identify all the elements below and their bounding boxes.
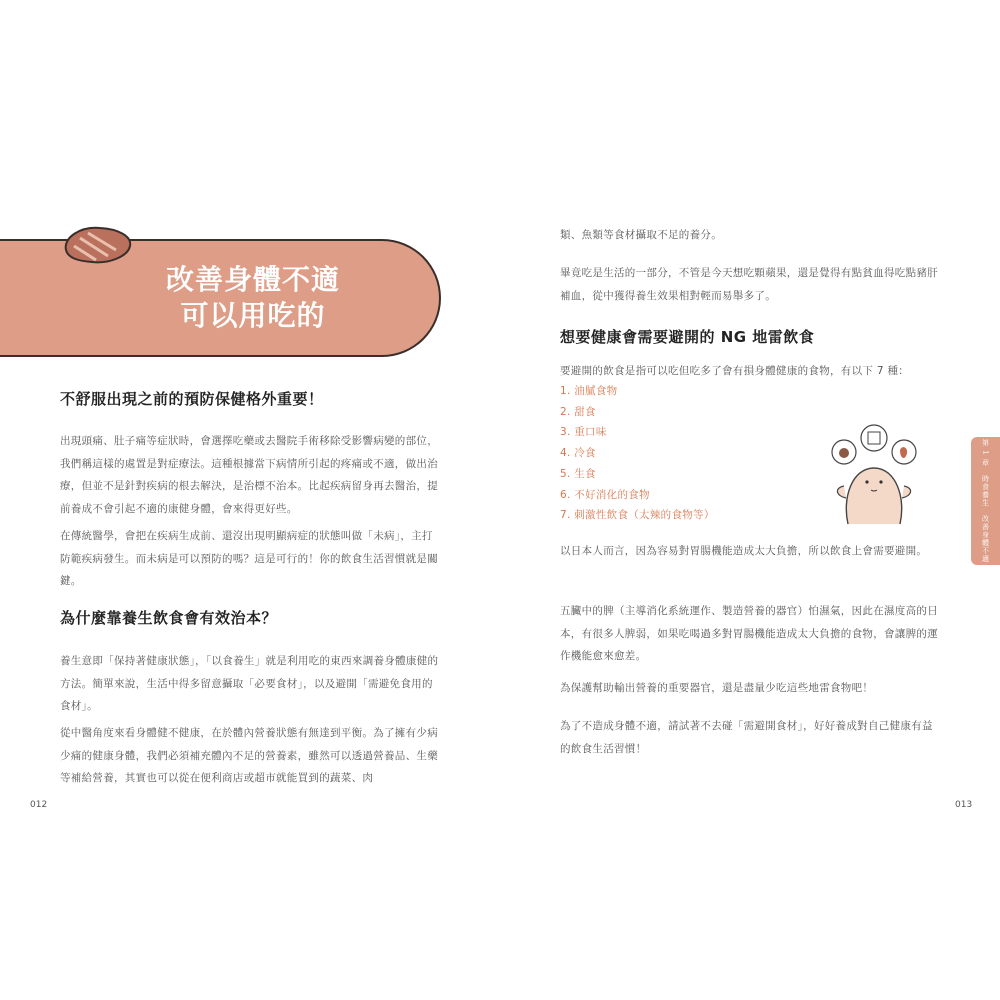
list-item: 2. 甜食 xyxy=(560,405,596,418)
section-heading-why: 為什麼靠養生飲食會有效治本？ xyxy=(60,609,278,627)
banner-title-line2: 可以用吃的 xyxy=(180,299,326,332)
paragraph-protect: 為保護幫助輸出營養的重要器官，還是盡量少吃這些地雷食物吧！ xyxy=(560,682,874,694)
paragraph-tcm: 從中醫角度來看身體健不健康，在於體內營養狀態有無達到平衡。為了擁有少病少痛的健康身體，我們必須補充體內不足的營養素，雖然可以透過營養品、生藥等補給營養，其實也可以從在便利商店或超市就能買到的蔬菜、肉 xyxy=(60,727,438,784)
list-item: 3. 重口味 xyxy=(560,426,607,439)
ng-food-list xyxy=(560,381,715,526)
section-heading-prevention: 不舒服出現之前的預防保健格外重要！ xyxy=(60,390,324,408)
page-number-right: 013 xyxy=(955,800,973,810)
paragraph-mibyou: 在傳統醫學，會把在疾病生成前、還沒出現明顯病症的狀態叫做「未病」，主打防範疾病發生。而未病是可以預防的嗎？這是可行的！你的飲食生活習慣就是關鍵。 xyxy=(60,530,438,587)
paragraph-conclusion: 為了不造成身體不適，請試著不去碰「需避開食材」，好好養成對自己健康有益的飲食生活習慣！ xyxy=(560,720,933,755)
banner-title-line1: 改善身體不適 xyxy=(165,263,340,296)
paragraph-yangsheng: 養生意即「保持著健康狀態」，「以食養生」就是利用吃的東西來調養身體康健的方法。簡單來說，生活中得多留意攝取「必要食材」，以及避開「需避免食用的食材」。 xyxy=(60,655,439,712)
page-number-left: 012 xyxy=(30,800,48,810)
paragraph-spleen: 五臟中的脾（主導消化系統運作、製造營養的器官）怕濕氣，因此在濕度高的日本，有很多人脾弱，如果吃喝過多對胃腸機能造成太大負擔的食物，會讓脾的運作機能愈來愈差。 xyxy=(560,605,938,662)
list-item: 1. 油膩食物 xyxy=(560,385,618,397)
paragraph-continued: 類、魚類等食材攝取不足的養分。 xyxy=(560,229,722,241)
list-item: 7. 刺激性飲食（太辣的食物等） xyxy=(560,509,715,522)
paragraph-eating: 畢竟吃是生活的一部分，不管是今天想吃顆蘋果，還是覺得有點貧血得吃點豬肝補血，從中獲得養生效果相對輕而易舉多了。 xyxy=(560,267,938,302)
list-item: 5. 生食 xyxy=(560,467,596,480)
paragraph-symptoms: 出現頭痛、肚子痛等症狀時，會選擇吃藥或去醫院手術移除受影響病變的部位，我們稱這樣的處置是對症療法。這種根據當下病情所引起的疼痛或不適，做出治療，但並不是針對疾病的根去解決，是治標不治本。比起疾病留身再去醫治，提前養成不會引起不適的康健身體，會來得更好些。 xyxy=(60,435,438,515)
list-item: 6. 不好消化的食物 xyxy=(560,488,650,501)
list-item: 4. 冷食 xyxy=(560,447,596,460)
chapter-side-tab: 第 1 章 時食養生 改善身體不適 xyxy=(971,437,1000,565)
thought-bubble-icon xyxy=(861,425,887,451)
paragraph-avoid-intro: 要避開的飲食是指可以吃但吃多了會有損身體健康的食物，有以下 7 種： xyxy=(560,365,910,377)
section-heading-ng-food: 想要健康會需要避開的 NG 地雷飲食 xyxy=(560,328,815,346)
paragraph-japanese: 以日本人而言，因為容易對胃腸機能造成太大負擔，所以飲食上會需要避開。 xyxy=(560,545,928,557)
character-illustration xyxy=(818,420,928,525)
banner-title xyxy=(128,262,378,334)
meat-icon xyxy=(58,220,138,270)
